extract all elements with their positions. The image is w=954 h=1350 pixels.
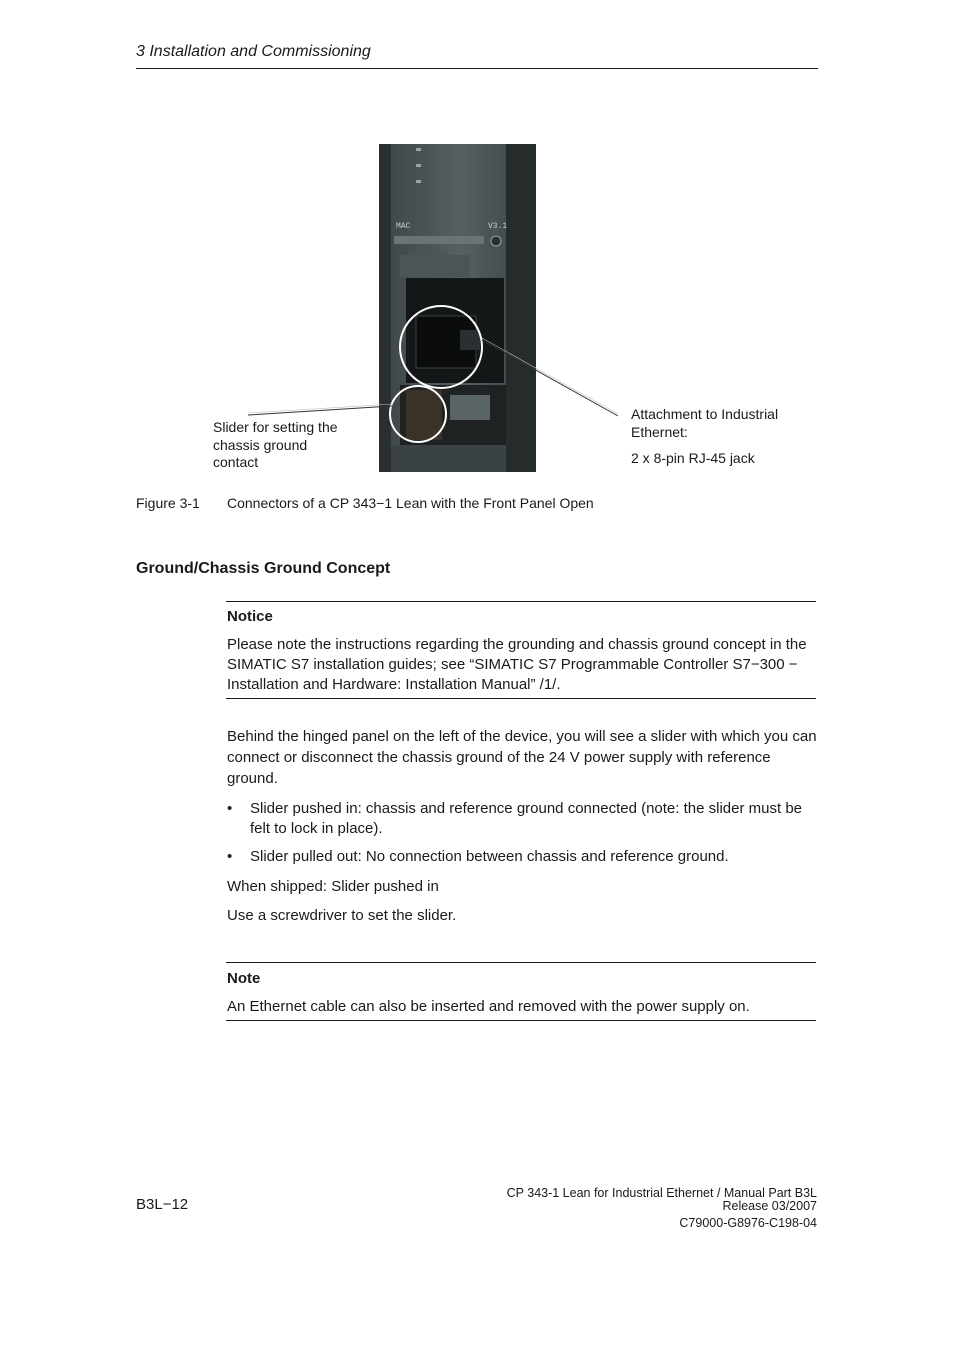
led: [416, 180, 421, 183]
footer-order-number: C79000-G8976-C198-04: [679, 1216, 817, 1230]
list-item-text: Slider pushed in: chassis and reference ground connected (note: the slider must be felt to lock in place).: [250, 800, 802, 837]
note-top-rule: [226, 962, 816, 963]
hinged-panel: [379, 144, 391, 472]
note-title: Note: [227, 970, 261, 987]
led: [416, 148, 421, 151]
leader-line-slider: [248, 406, 393, 415]
callout-slider: Slider for setting the chassis ground contact: [213, 419, 338, 470]
header-rule: [136, 68, 818, 69]
notice-text: Please note the instructions regarding the grounding and chassis ground concept in the SIMATIC S7 installation guides; see “SIMATIC S7 Programmable Controller S7−300 − Installation and Hardware: Installation Manual” /1/.: [227, 636, 807, 693]
figure-caption: [136, 495, 594, 511]
callout-ethernet-jack: 2 x 8-pin RJ-45 jack: [631, 450, 755, 466]
list-item: [227, 799, 817, 838]
leader-line-slider-white: [248, 404, 393, 413]
bullet-icon: •: [227, 800, 233, 817]
section-heading: Ground/Chassis Ground Concept: [136, 560, 391, 577]
slider-part: [450, 395, 490, 420]
notice-bottom-rule: [226, 698, 816, 699]
footer-manual-title: CP 343-1 Lean for Industrial Ethernet / Manual Part B3L: [506, 1186, 817, 1200]
shipped-state: When shipped: Slider pushed in: [227, 878, 439, 895]
notice-top-rule: [226, 601, 816, 602]
footer-release: Release 03/2007: [722, 1199, 817, 1213]
page-number: B3L−12: [136, 1196, 189, 1213]
note-bottom-rule: [226, 1020, 816, 1021]
body-paragraph: Behind the hinged panel on the left of the device, you will see a slider with which you can connect or disconnect the chassis ground of the 24 V power supply with reference ground.: [227, 728, 817, 787]
right-rail: [506, 144, 536, 472]
list-item-text: Slider pulled out: No connection between chassis and reference ground.: [250, 848, 729, 865]
led: [416, 164, 421, 167]
version-label: V3.1: [488, 222, 508, 231]
port-label: [400, 255, 470, 277]
screw-icon: [491, 236, 501, 246]
callout-ethernet-title: Attachment to Industrial Ethernet:: [631, 406, 779, 440]
slider-handle: [406, 390, 442, 440]
bottom-strip: [391, 445, 506, 472]
bullet-icon: •: [227, 848, 233, 865]
figure-caption-text: Connectors of a CP 343−1 Lean with the Front Panel Open: [227, 495, 594, 511]
list-item: [227, 847, 817, 867]
rj45-jack-highlight: [460, 330, 480, 350]
mac-label: MAC: [396, 222, 411, 231]
figure-number: Figure 3-1: [136, 495, 200, 511]
notice-title: Notice: [227, 608, 273, 625]
callout-ethernet: [631, 406, 816, 468]
mac-address-strip: [394, 236, 484, 244]
running-header: 3 Installation and Commissioning: [136, 43, 371, 60]
note-text: An Ethernet cable can also be inserted and removed with the power supply on.: [227, 998, 750, 1015]
screwdriver-instruction: Use a screwdriver to set the slider.: [227, 907, 457, 924]
